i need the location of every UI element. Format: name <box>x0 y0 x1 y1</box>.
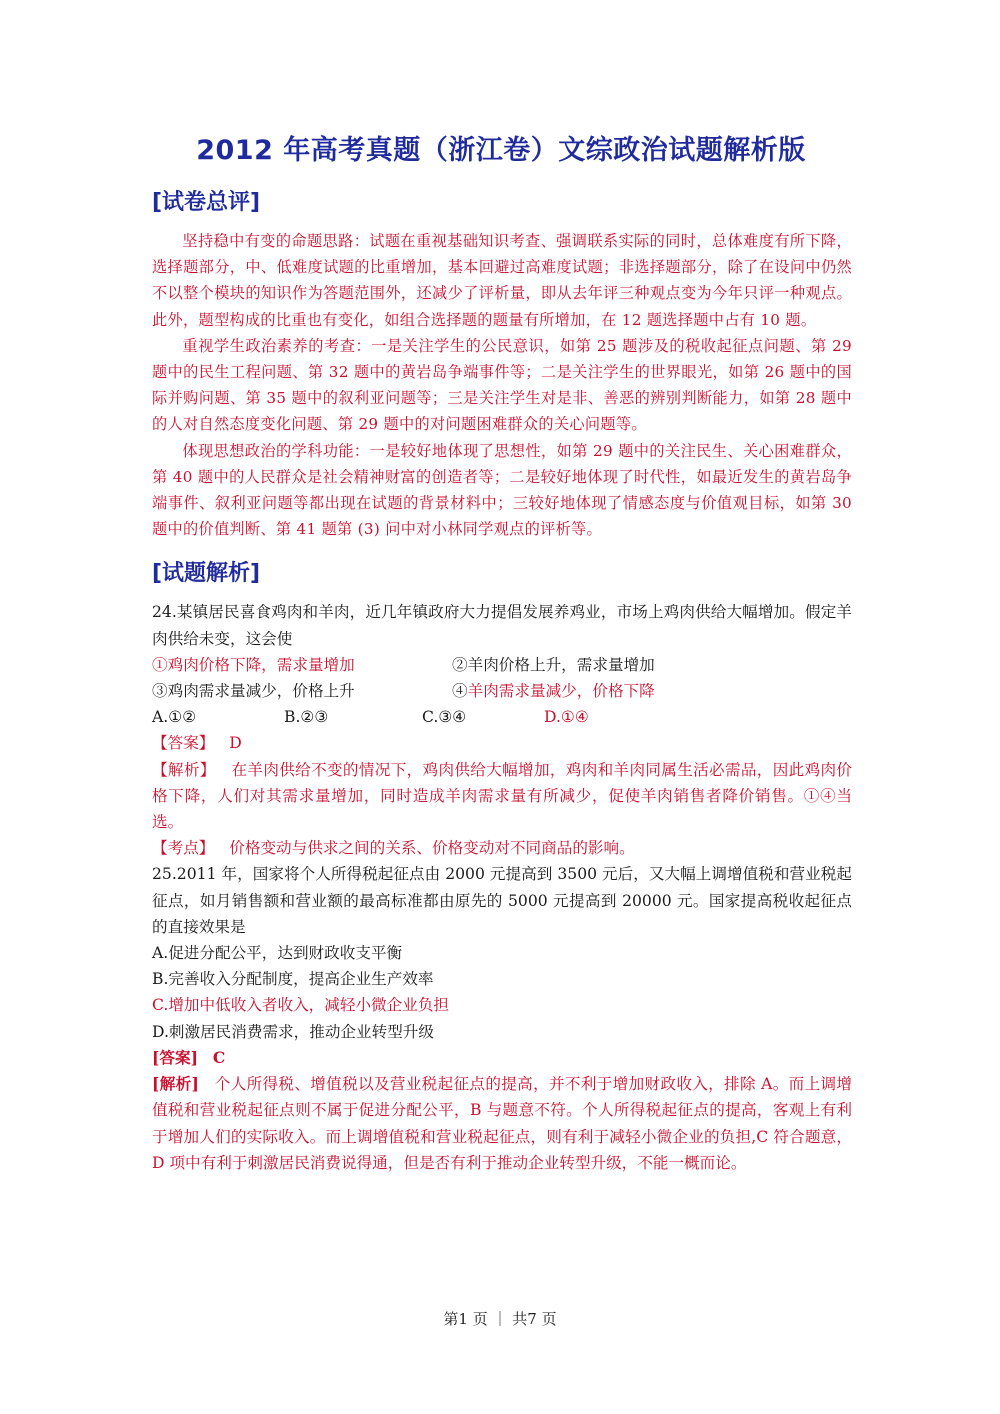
answer-label: [答案] <box>152 1047 198 1067</box>
review-paragraph: 体现思想政治的学科功能：一是较好地体现了思想性，如第 29 题中的关注民生、关心困难群众，第 40 题中的人民群众是社会精神财富的创造者等；二是较好地体现了时代性，如最近发生的黄岩岛争端事件、叙利亚问题等都出现在试题的背景材料中；三较好地体现了情感态度与价值观目标，如第 30 题中的价值判断、第 41 题第 (3) 问中对小林同学观点的评析等。 <box>152 441 852 539</box>
analysis-line <box>152 1071 852 1176</box>
analysis-label: [解析] <box>152 1074 199 1094</box>
answer-value: C <box>212 1047 226 1067</box>
analysis-line <box>152 757 852 836</box>
option-c: C.③④ <box>422 708 467 727</box>
option-d: D.①④ <box>544 708 589 727</box>
answer-line <box>152 730 852 756</box>
review-heading: [试卷总评] <box>152 190 261 215</box>
option-a: A.①② <box>152 708 197 727</box>
analysis-text: 在羊肉供给不变的情况下，鸡肉供给大幅增加，鸡肉和羊肉同属生活必需品，因此鸡肉价格下降，人们对其需求量增加，同时造成羊肉需求量有所减少，促使羊肉销售者降价销售。①④当选。 <box>152 760 852 832</box>
statement-row <box>152 678 852 704</box>
analysis-text: 个人所得税、增值税以及营业税起征点的提高，并不利于增加财政收入，排除 A。而上调增值税和营业税起征点则不属于促进分配公平，B 与题意不符。个人所得税起征点的提高，客观上有利于增加人们的实际收入。而上调增值税和营业税起征点，则有利于减轻小微企业的负担,C 符合题意，D 项中有利于刺激居民消费说得通，但是否有利于推动企业转型升级，不能一概而论。 <box>152 1075 853 1172</box>
point-text: 价格变动与供求之间的关系、价格变动对不同商品的影响。 <box>229 839 635 858</box>
answer-line <box>152 1045 852 1071</box>
question-stem: 25.2011 年，国家将个人所得税起征点由 2000 元提高到 3500 元后，又大幅上调增值税和营业税起征点，如月销售额和营业额的最高标准都由原先的 5000 元提高到 20000 元。国家提高税收起征点的直接效果是 <box>152 865 852 936</box>
answer-value: D <box>229 734 242 753</box>
statement-3: ③鸡肉需求量减少，价格上升 <box>152 682 355 701</box>
option-b: B.完善收入分配制度，提高企业生产效率 <box>152 970 434 989</box>
review-section <box>152 228 852 542</box>
option-d: D.刺激居民消费需求，推动企业转型升级 <box>152 1022 434 1041</box>
options-row <box>152 704 852 730</box>
question-stem: 24.某镇居民喜食鸡肉和羊肉，近几年镇政府大力提倡发展养鸡业，市场上鸡肉供给大幅增加。假定羊肉供给未变，这会使 <box>152 603 852 648</box>
answer-label: 【答案】 <box>152 734 215 753</box>
option-c: C.增加中低收入者收入，减轻小微企业负担 <box>152 996 450 1015</box>
statement-4-text: 羊肉需求量减少，价格下降 <box>467 682 655 701</box>
point-label: 【考点】 <box>152 839 215 858</box>
statement-4-mark: ④ <box>452 682 468 701</box>
question-25 <box>152 861 852 1175</box>
point-line <box>152 835 852 861</box>
document-page <box>152 128 852 1176</box>
analysis-heading: [试题解析] <box>152 561 261 587</box>
page-title: 2012 年高考真题（浙江卷）文综政治试题解析版 <box>196 135 806 166</box>
review-paragraph: 重视学生政治素养的考查：一是关注学生的公民意识，如第 25 题涉及的税收起征点问题、第 29 题中的民生工程问题、第 32 题中的黄岩岛争端事件等；二是关注学生的世界眼光，如第 26 题中的国际并购问题、第 35 题中的叙利亚问题等；三是关注学生对是非、善恶的辨别判断能力，如第 28 题中的人对自然态度变化问题、第 29 题中的对问题困难群众的关心问题等。 <box>152 336 852 434</box>
statement-row <box>152 652 852 678</box>
option-a: A.促进分配公平，达到财政收支平衡 <box>152 944 403 963</box>
option-b: B.②③ <box>284 708 329 727</box>
statement-1: ①鸡肉价格下降，需求量增加 <box>152 655 355 674</box>
statement-4 <box>452 678 655 704</box>
review-paragraph: 坚持稳中有变的命题思路：试题在重视基础知识考查、强调联系实际的同时，总体难度有所下降，选择题部分，中、低难度试题的比重增加，基本回避过高难度试题；非选择题部分，除了在设问中仍然不以整个模块的知识作为答题范围外，还减少了评析量，即从去年评三种观点变为今年只评一种观点。此外，题型构成的比重也有变化，如组合选择题的题量有所增加，在 12 题选择题中占有 10 题。 <box>152 232 852 329</box>
page-footer: 第1 页 ｜ 共7 页 <box>443 1310 557 1328</box>
statement-2: ②羊肉价格上升，需求量增加 <box>452 655 655 674</box>
analysis-label: 【解析】 <box>152 760 216 779</box>
question-24 <box>152 599 852 861</box>
